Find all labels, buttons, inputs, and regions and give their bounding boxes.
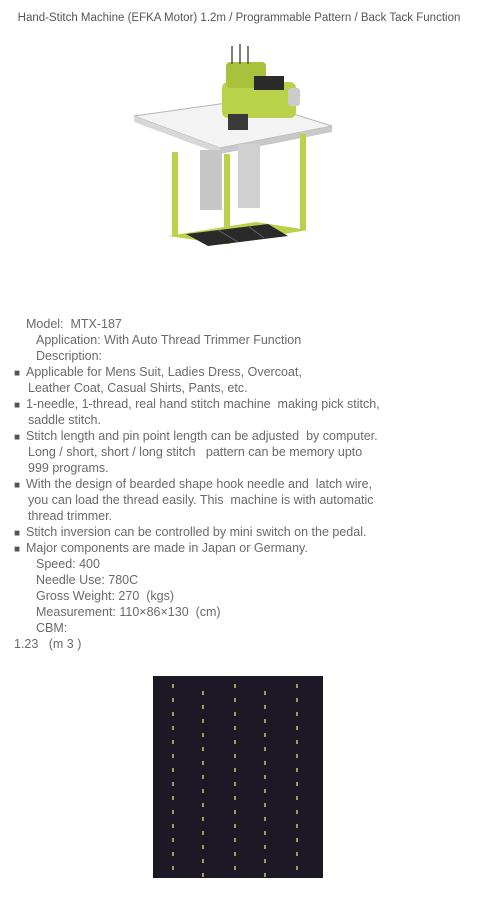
measurement-line: Measurement: 110×86×130 (cm) bbox=[36, 605, 221, 619]
cbm-label: CBM: bbox=[36, 621, 68, 635]
list-item-continued: you can load the thread easily. This machine is with automatic bbox=[28, 493, 374, 507]
square-bullet-icon: ■ bbox=[14, 432, 21, 443]
square-bullet-icon: ■ bbox=[14, 528, 21, 539]
square-bullet-icon: ■ bbox=[14, 544, 21, 555]
description-label: Description: bbox=[36, 349, 102, 363]
list-item: ■ Applicable for Mens Suit, Ladies Dress, Overcoat, bbox=[14, 364, 474, 380]
list-item: ■ 1-needle, 1-thread, real hand stitch machine making pick stitch, bbox=[14, 396, 474, 412]
list-item: ■ Stitch inversion can be controlled by mini switch on the pedal. bbox=[14, 524, 474, 540]
square-bullet-icon: ■ bbox=[14, 400, 21, 411]
page-title: Hand-Stitch Machine (EFKA Motor) 1.2m / Programmable Pattern / Back Tack Function bbox=[17, 12, 461, 24]
sewing-machine-image bbox=[128, 40, 338, 265]
spec-list bbox=[14, 316, 474, 652]
cbm-value: 1.23 (m 3 ) bbox=[14, 637, 82, 651]
model-line: Model: MTX-187 bbox=[26, 317, 122, 331]
stitch-sample-image bbox=[153, 676, 323, 878]
speed-line: Speed: 400 bbox=[36, 557, 100, 571]
needle-line: Needle Use: 780C bbox=[36, 573, 139, 587]
square-bullet-icon: ■ bbox=[14, 480, 21, 491]
list-item-continued: Long / short, short / long stitch pattern can be memory upto bbox=[28, 445, 363, 459]
list-item-continued: thread trimmer. bbox=[28, 509, 113, 523]
list-item: ■ Stitch length and pin point length can be adjusted by computer. bbox=[14, 428, 474, 444]
list-item-continued: Leather Coat, Casual Shirts, Pants, etc. bbox=[28, 381, 248, 395]
square-bullet-icon: ■ bbox=[14, 368, 21, 379]
list-item: ■ Major components are made in Japan or Germany. bbox=[14, 540, 474, 556]
list-item: ■ With the design of bearded shape hook needle and latch wire, bbox=[14, 476, 474, 492]
list-item-continued: 999 programs. bbox=[28, 461, 109, 475]
application-line: Application: With Auto Thread Trimmer Function bbox=[36, 333, 302, 347]
list-item-continued: saddle stitch. bbox=[28, 413, 101, 427]
weight-line: Gross Weight: 270 (kgs) bbox=[36, 589, 175, 603]
